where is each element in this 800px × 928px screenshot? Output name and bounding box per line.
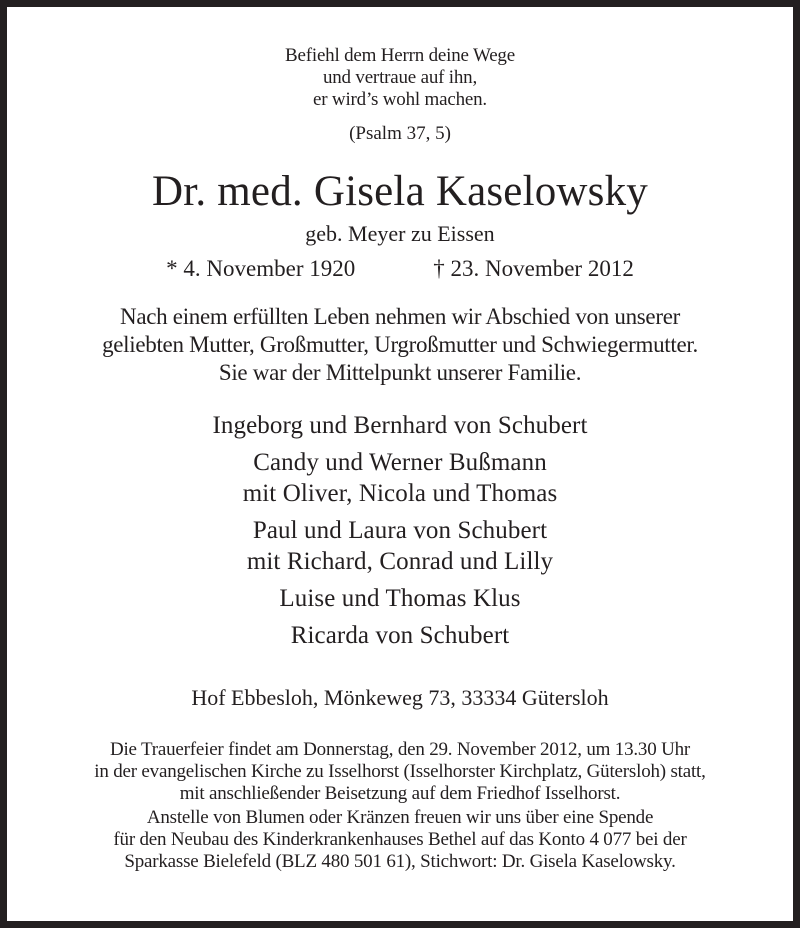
birth-date: * 4. November 1920 <box>166 256 356 281</box>
maiden-name: geb. Meyer zu Eissen <box>305 221 495 246</box>
ceremony-line: Die Trauerfeier findet am Donnerstag, den 29. November 2012, um 13.30 Uhr <box>109 739 691 760</box>
life-dates <box>7 255 793 283</box>
mourner-line: Ricarda von Schubert <box>290 622 510 649</box>
verse-line: er wird’s wohl machen. <box>313 89 487 110</box>
family-address: Hof Ebbesloh, Mönkeweg 73, 33334 Gütersloh <box>191 685 609 710</box>
deceased-name: Dr. med. Gisela Kaselowsky <box>151 168 649 215</box>
farewell-line: Nach einem erfüllten Leben nehmen wir Abschied von unserer <box>120 304 680 329</box>
ceremony-line: in der evangelischen Kirche zu Isselhorst (Isselhorster Kirchplatz, Gütersloh) statt, <box>94 761 706 782</box>
donation-line: Anstelle von Blumen oder Kränzen freuen wir uns über eine Spende <box>146 807 654 828</box>
farewell-line: Sie war der Mittelpunkt unserer Familie. <box>218 360 582 385</box>
mourner-line: Luise und Thomas Klus <box>279 585 521 612</box>
mourner-line: Paul und Laura von Schubert <box>252 517 548 544</box>
funeral-service-info <box>7 739 793 805</box>
mourners-list <box>7 410 793 657</box>
bible-verse <box>7 45 793 111</box>
death-date: † 23. November 2012 <box>433 256 634 281</box>
verse-line: Befiehl dem Herrn deine Wege <box>285 45 515 66</box>
mourner-group <box>7 620 793 651</box>
mourner-line: Candy und Werner Bußmann <box>253 449 547 476</box>
verse-line: und vertraue auf ihn, <box>322 67 478 88</box>
mourner-group <box>7 583 793 614</box>
mourner-group <box>7 447 793 509</box>
mourner-group <box>7 515 793 577</box>
farewell-line: geliebten Mutter, Großmutter, Urgroßmutter und Schwiegermutter. <box>102 332 698 357</box>
mourner-line: mit Oliver, Nicola und Thomas <box>242 480 558 507</box>
mourner-group <box>7 410 793 441</box>
donation-line: Sparkasse Bielefeld (BLZ 480 501 61), Stichwort: Dr. Gisela Kaselowsky. <box>124 851 676 872</box>
verse-reference: (Psalm 37, 5) <box>349 123 451 144</box>
mourner-line: Ingeborg und Bernhard von Schubert <box>212 412 588 439</box>
donation-line: für den Neubau des Kinderkrankenhauses Bethel auf das Konto 4 077 bei der <box>113 829 687 850</box>
donation-info <box>7 807 793 873</box>
farewell-text <box>7 303 793 387</box>
mourner-line: mit Richard, Conrad und Lilly <box>246 548 554 575</box>
ceremony-line: mit anschließender Beisetzung auf dem Friedhof Isselhorst. <box>179 783 621 804</box>
